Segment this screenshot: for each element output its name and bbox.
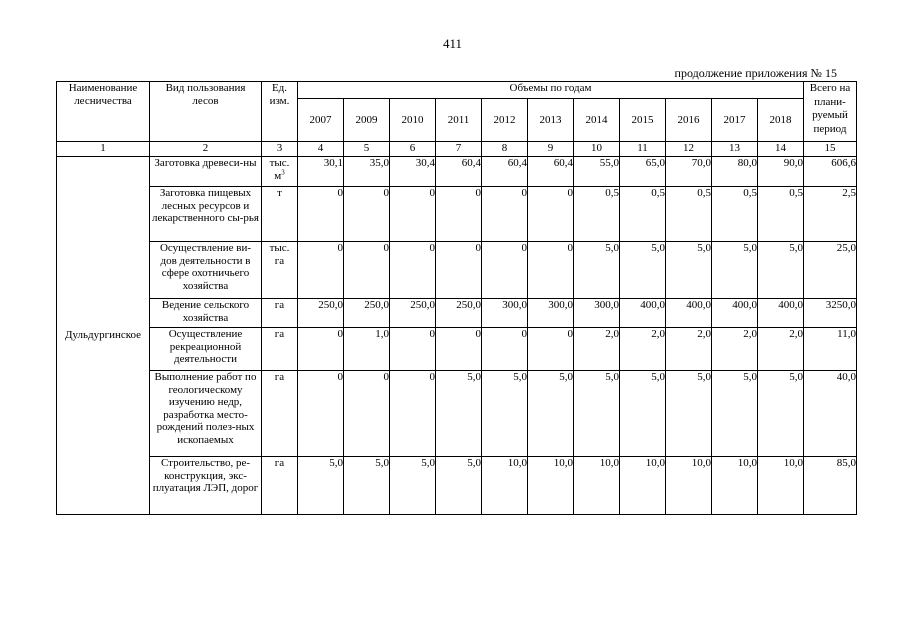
column-number: 10 xyxy=(574,142,620,157)
value-cell: 0,5 xyxy=(574,187,620,242)
value-cell: 5,0 xyxy=(482,371,528,457)
column-number: 11 xyxy=(620,142,666,157)
value-cell: 35,0 xyxy=(344,157,390,187)
value-cell: 30,4 xyxy=(390,157,436,187)
value-cell: 5,0 xyxy=(574,371,620,457)
table-row xyxy=(57,187,857,242)
value-cell: 250,0 xyxy=(298,299,344,328)
value-cell: 10,0 xyxy=(666,457,712,515)
value-cell: 5,0 xyxy=(666,242,712,299)
value-cell: 0 xyxy=(482,328,528,371)
value-cell: 5,0 xyxy=(436,371,482,457)
year-header-2015: 2015 xyxy=(620,99,666,142)
value-cell: 0 xyxy=(528,187,574,242)
value-cell: 0,5 xyxy=(712,187,758,242)
value-cell: 55,0 xyxy=(574,157,620,187)
table-row xyxy=(57,328,857,371)
value-cell: 0 xyxy=(298,187,344,242)
usage-kind: Осуществление рекреационной деятельности xyxy=(150,328,262,371)
value-cell: 0 xyxy=(390,187,436,242)
value-cell: 400,0 xyxy=(620,299,666,328)
year-header-2011: 2011 xyxy=(436,99,482,142)
value-cell: 30,1 xyxy=(298,157,344,187)
value-cell: 0 xyxy=(482,242,528,299)
column-number: 14 xyxy=(758,142,804,157)
year-header-2016: 2016 xyxy=(666,99,712,142)
value-cell: 10,0 xyxy=(712,457,758,515)
value-cell: 5,0 xyxy=(344,457,390,515)
value-cell: 60,4 xyxy=(436,157,482,187)
table-row xyxy=(57,457,857,515)
value-cell: 5,0 xyxy=(620,371,666,457)
value-cell: 0 xyxy=(436,242,482,299)
value-cell: 300,0 xyxy=(482,299,528,328)
value-cell: 5,0 xyxy=(298,457,344,515)
value-cell: 10,0 xyxy=(620,457,666,515)
unit-superscript: 3 xyxy=(281,167,285,176)
column-number: 2 xyxy=(150,142,262,157)
usage-kind: Заготовка древеси-ны xyxy=(150,157,262,187)
unit-cell: тыс. га xyxy=(262,242,298,299)
value-cell: 10,0 xyxy=(482,457,528,515)
value-cell: 250,0 xyxy=(344,299,390,328)
year-header-2007: 2007 xyxy=(298,99,344,142)
value-cell: 5,0 xyxy=(574,242,620,299)
header-forestry: Наименование лесничества xyxy=(57,82,150,142)
value-cell: 0 xyxy=(298,242,344,299)
column-number: 7 xyxy=(436,142,482,157)
value-cell: 0 xyxy=(436,328,482,371)
value-cell: 0 xyxy=(344,187,390,242)
continuation-note: продолжение приложения № 15 xyxy=(674,66,837,80)
value-cell: 0,5 xyxy=(620,187,666,242)
year-header-2014: 2014 xyxy=(574,99,620,142)
column-number: 8 xyxy=(482,142,528,157)
value-cell: 1,0 xyxy=(344,328,390,371)
value-cell: 400,0 xyxy=(712,299,758,328)
column-number: 13 xyxy=(712,142,758,157)
unit-cell: га xyxy=(262,457,298,515)
page-number: 411 xyxy=(442,36,463,51)
year-header-2017: 2017 xyxy=(712,99,758,142)
value-cell: 2,0 xyxy=(712,328,758,371)
header-volumes: Объемы по годам xyxy=(298,82,804,99)
header-unit: Ед. изм. xyxy=(262,82,298,142)
usage-kind: Заготовка пищевых лесных ресурсов и лекарственного сы-рья xyxy=(150,187,262,242)
column-number: 15 xyxy=(804,142,857,157)
value-cell: 0 xyxy=(344,242,390,299)
usage-kind: Выполнение работ по геологическому изучению недр, разработка место-рождений полез-ных ископаемых xyxy=(150,371,262,457)
year-header-2010: 2010 xyxy=(390,99,436,142)
column-number: 5 xyxy=(344,142,390,157)
unit-cell: га xyxy=(262,299,298,328)
column-number: 12 xyxy=(666,142,712,157)
column-number: 6 xyxy=(390,142,436,157)
value-cell: 5,0 xyxy=(712,242,758,299)
value-cell: 0 xyxy=(298,371,344,457)
unit-cell: га xyxy=(262,328,298,371)
total-cell: 25,0 xyxy=(804,242,857,299)
value-cell: 0 xyxy=(436,187,482,242)
value-cell: 5,0 xyxy=(758,371,804,457)
value-cell: 10,0 xyxy=(574,457,620,515)
table-row xyxy=(57,371,857,457)
value-cell: 0 xyxy=(528,242,574,299)
total-cell: 2,5 xyxy=(804,187,857,242)
value-cell: 0,5 xyxy=(666,187,712,242)
unit-cell xyxy=(262,157,298,187)
value-cell: 90,0 xyxy=(758,157,804,187)
year-header-2012: 2012 xyxy=(482,99,528,142)
value-cell: 250,0 xyxy=(436,299,482,328)
value-cell: 80,0 xyxy=(712,157,758,187)
value-cell: 0 xyxy=(390,242,436,299)
value-cell: 0,5 xyxy=(758,187,804,242)
usage-kind: Ведение сельского хозяйства xyxy=(150,299,262,328)
value-cell: 250,0 xyxy=(390,299,436,328)
year-header-2009: 2009 xyxy=(344,99,390,142)
header-total: Всего на плани-руемый период xyxy=(804,82,857,142)
year-header-2013: 2013 xyxy=(528,99,574,142)
total-cell: 606,6 xyxy=(804,157,857,187)
volumes-table xyxy=(56,81,857,515)
value-cell: 5,0 xyxy=(620,242,666,299)
table-row xyxy=(57,299,857,328)
value-cell: 2,0 xyxy=(620,328,666,371)
value-cell: 2,0 xyxy=(666,328,712,371)
value-cell: 0 xyxy=(344,371,390,457)
total-cell: 11,0 xyxy=(804,328,857,371)
unit-base: м xyxy=(274,169,282,182)
total-cell: 85,0 xyxy=(804,457,857,515)
value-cell: 5,0 xyxy=(666,371,712,457)
forestry-name: Дульдургинское xyxy=(57,157,150,515)
column-number: 3 xyxy=(262,142,298,157)
value-cell: 60,4 xyxy=(528,157,574,187)
value-cell: 2,0 xyxy=(758,328,804,371)
unit-cell: т xyxy=(262,187,298,242)
total-cell: 40,0 xyxy=(804,371,857,457)
value-cell: 2,0 xyxy=(574,328,620,371)
value-cell: 60,4 xyxy=(482,157,528,187)
value-cell: 65,0 xyxy=(620,157,666,187)
value-cell: 0 xyxy=(528,328,574,371)
value-cell: 400,0 xyxy=(666,299,712,328)
value-cell: 5,0 xyxy=(436,457,482,515)
unit-cell: га xyxy=(262,371,298,457)
column-number: 4 xyxy=(298,142,344,157)
value-cell: 70,0 xyxy=(666,157,712,187)
year-header-2018: 2018 xyxy=(758,99,804,142)
value-cell: 300,0 xyxy=(574,299,620,328)
value-cell: 10,0 xyxy=(758,457,804,515)
value-cell: 5,0 xyxy=(712,371,758,457)
table-row xyxy=(57,157,857,187)
unit-text: тыс. xyxy=(269,157,290,169)
table-row xyxy=(57,242,857,299)
value-cell: 5,0 xyxy=(758,242,804,299)
value-cell: 400,0 xyxy=(758,299,804,328)
value-cell: 10,0 xyxy=(528,457,574,515)
value-cell: 0 xyxy=(390,371,436,457)
value-cell: 300,0 xyxy=(528,299,574,328)
value-cell: 5,0 xyxy=(528,371,574,457)
total-cell: 3250,0 xyxy=(804,299,857,328)
column-number: 9 xyxy=(528,142,574,157)
usage-kind: Осуществление ви-дов деятельности в сфере охотничьего хозяйства xyxy=(150,242,262,299)
value-cell: 5,0 xyxy=(390,457,436,515)
value-cell: 0 xyxy=(298,328,344,371)
value-cell: 0 xyxy=(390,328,436,371)
usage-kind: Строительство, ре-конструкция, экс-плуатация ЛЭП, дорог xyxy=(150,457,262,515)
value-cell: 0 xyxy=(482,187,528,242)
header-usage: Вид пользования лесов xyxy=(150,82,262,142)
column-number: 1 xyxy=(57,142,150,157)
